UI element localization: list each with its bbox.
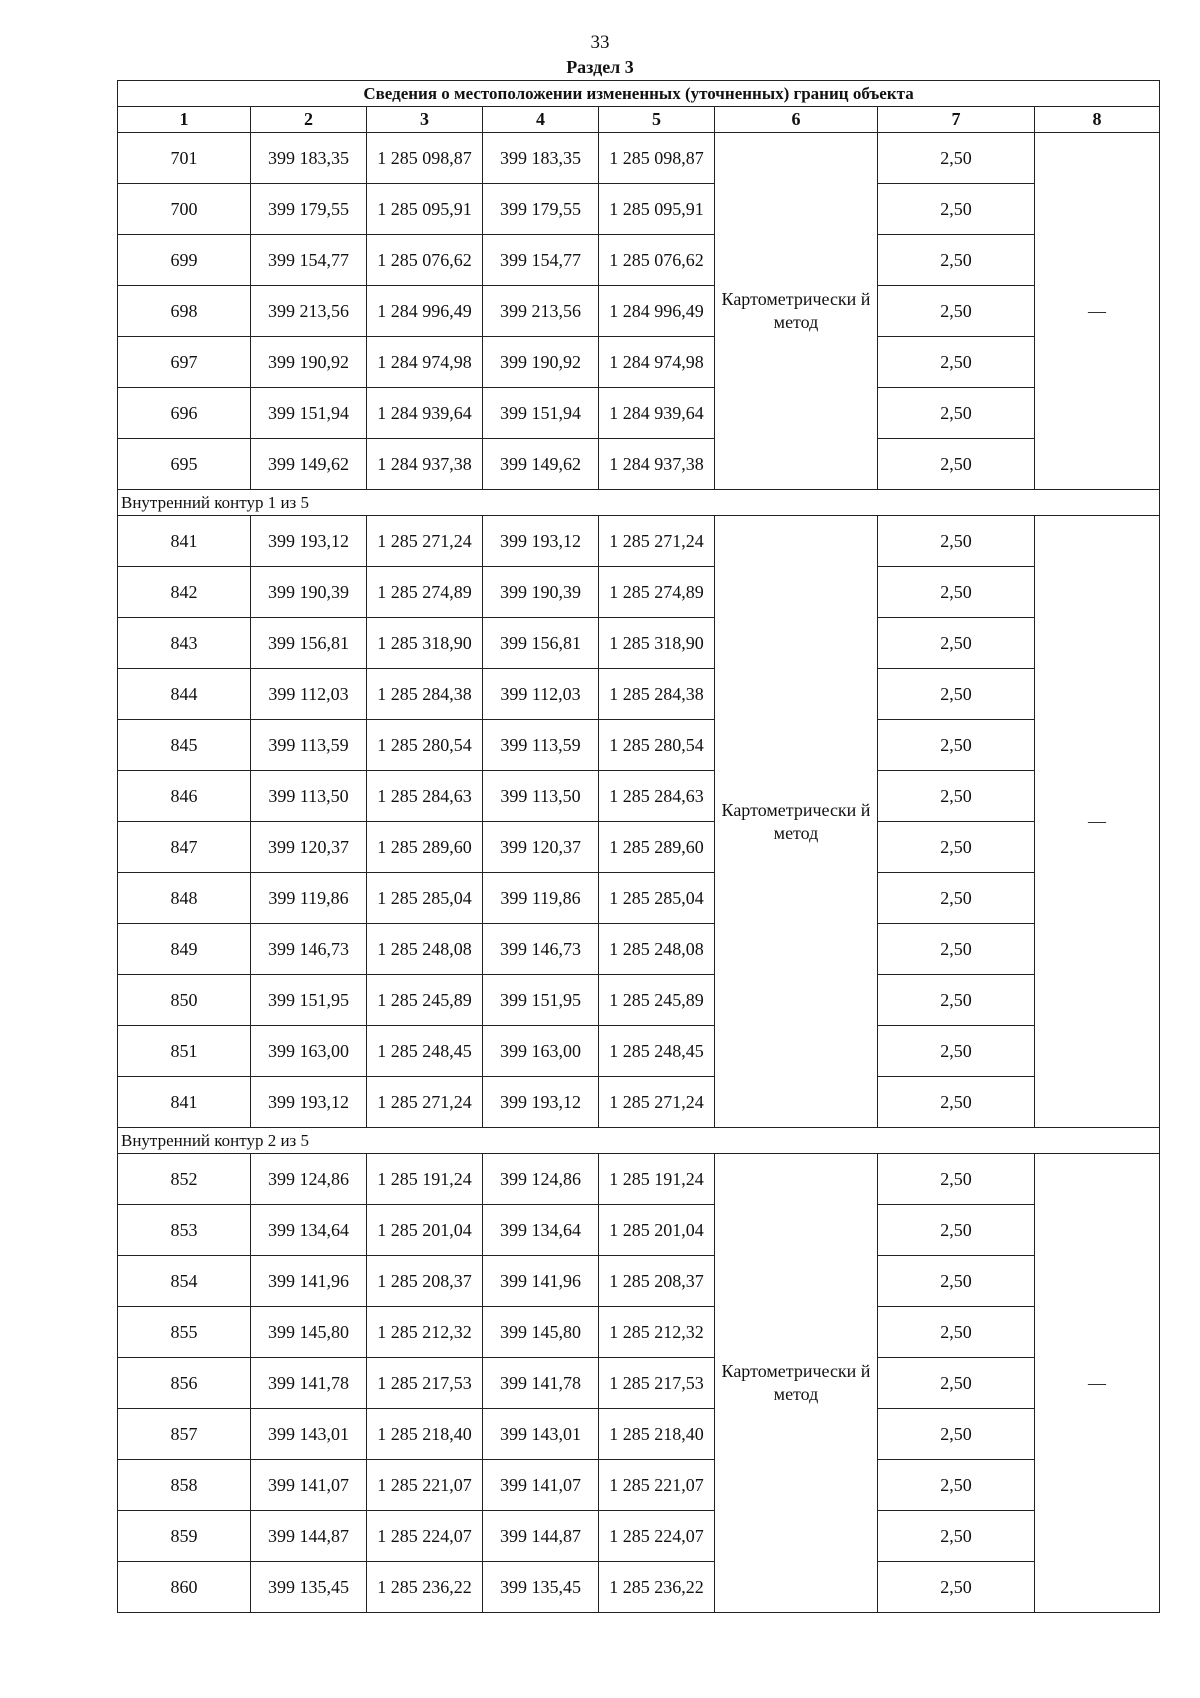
accuracy-cell: 2,50 (878, 439, 1035, 490)
point-number-cell: 850 (118, 975, 251, 1026)
y-existing-cell: 1 285 248,08 (367, 924, 483, 975)
table-row (118, 924, 1160, 975)
accuracy-cell: 2,50 (878, 1205, 1035, 1256)
table-row (118, 1562, 1160, 1613)
accuracy-cell: 2,50 (878, 618, 1035, 669)
accuracy-cell: 2,50 (878, 924, 1035, 975)
x-existing-cell: 399 144,87 (251, 1511, 367, 1562)
point-number-cell: 695 (118, 439, 251, 490)
accuracy-cell: 2,50 (878, 567, 1035, 618)
table-title: Сведения о местоположении измененных (уточненных) границ объекта (118, 81, 1160, 107)
x-existing-cell: 399 141,07 (251, 1460, 367, 1511)
accuracy-cell: 2,50 (878, 1562, 1035, 1613)
accuracy-cell: 2,50 (878, 975, 1035, 1026)
column-header-2: 2 (251, 107, 367, 133)
y-existing-cell: 1 285 318,90 (367, 618, 483, 669)
x-existing-cell: 399 190,39 (251, 567, 367, 618)
table-row (118, 337, 1160, 388)
y-new-cell: 1 284 996,49 (599, 286, 715, 337)
y-existing-cell: 1 285 201,04 (367, 1205, 483, 1256)
x-new-cell: 399 124,86 (483, 1154, 599, 1205)
y-new-cell: 1 285 221,07 (599, 1460, 715, 1511)
x-new-cell: 399 156,81 (483, 618, 599, 669)
x-existing-cell: 399 112,03 (251, 669, 367, 720)
x-existing-cell: 399 113,50 (251, 771, 367, 822)
accuracy-cell: 2,50 (878, 516, 1035, 567)
x-new-cell: 399 193,12 (483, 516, 599, 567)
y-new-cell: 1 285 271,24 (599, 1077, 715, 1128)
x-new-cell: 399 141,07 (483, 1460, 599, 1511)
y-new-cell: 1 285 098,87 (599, 133, 715, 184)
x-new-cell: 399 113,59 (483, 720, 599, 771)
table-row (118, 286, 1160, 337)
y-new-cell: 1 285 095,91 (599, 184, 715, 235)
point-number-cell: 859 (118, 1511, 251, 1562)
table-row (118, 618, 1160, 669)
point-number-cell: 856 (118, 1358, 251, 1409)
y-new-cell: 1 285 217,53 (599, 1358, 715, 1409)
point-number-cell: 846 (118, 771, 251, 822)
y-existing-cell: 1 285 248,45 (367, 1026, 483, 1077)
x-existing-cell: 399 145,80 (251, 1307, 367, 1358)
x-existing-cell: 399 193,12 (251, 1077, 367, 1128)
y-new-cell: 1 285 236,22 (599, 1562, 715, 1613)
y-new-cell: 1 285 248,45 (599, 1026, 715, 1077)
column-header-1: 1 (118, 107, 251, 133)
x-existing-cell: 399 163,00 (251, 1026, 367, 1077)
column-header-7: 7 (878, 107, 1035, 133)
table-row (118, 1077, 1160, 1128)
x-existing-cell: 399 193,12 (251, 516, 367, 567)
y-new-cell: 1 285 245,89 (599, 975, 715, 1026)
y-existing-cell: 1 285 284,63 (367, 771, 483, 822)
point-number-cell: 854 (118, 1256, 251, 1307)
x-existing-cell: 399 179,55 (251, 184, 367, 235)
x-new-cell: 399 193,12 (483, 1077, 599, 1128)
x-existing-cell: 399 151,95 (251, 975, 367, 1026)
contour-label-row (118, 1128, 1160, 1154)
y-new-cell: 1 285 212,32 (599, 1307, 715, 1358)
accuracy-cell: 2,50 (878, 1026, 1035, 1077)
method-cell: Картометрически й метод (715, 516, 878, 1128)
y-new-cell: 1 285 224,07 (599, 1511, 715, 1562)
y-existing-cell: 1 285 285,04 (367, 873, 483, 924)
accuracy-cell: 2,50 (878, 1460, 1035, 1511)
y-existing-cell: 1 285 191,24 (367, 1154, 483, 1205)
table-row (118, 975, 1160, 1026)
accuracy-cell: 2,50 (878, 771, 1035, 822)
x-existing-cell: 399 134,64 (251, 1205, 367, 1256)
table-row (118, 184, 1160, 235)
table-row (118, 1511, 1160, 1562)
table-row (118, 669, 1160, 720)
y-new-cell: 1 284 974,98 (599, 337, 715, 388)
x-new-cell: 399 143,01 (483, 1409, 599, 1460)
x-new-cell: 399 113,50 (483, 771, 599, 822)
accuracy-cell: 2,50 (878, 337, 1035, 388)
accuracy-cell: 2,50 (878, 1358, 1035, 1409)
x-new-cell: 399 151,94 (483, 388, 599, 439)
accuracy-cell: 2,50 (878, 1409, 1035, 1460)
table-row (118, 235, 1160, 286)
table-row (118, 439, 1160, 490)
y-existing-cell: 1 285 217,53 (367, 1358, 483, 1409)
accuracy-cell: 2,50 (878, 184, 1035, 235)
contour-label-row (118, 490, 1160, 516)
x-new-cell: 399 141,78 (483, 1358, 599, 1409)
accuracy-cell: 2,50 (878, 1154, 1035, 1205)
point-number-cell: 699 (118, 235, 251, 286)
table-row (118, 822, 1160, 873)
y-existing-cell: 1 285 224,07 (367, 1511, 483, 1562)
column-header-6: 6 (715, 107, 878, 133)
y-existing-cell: 1 285 218,40 (367, 1409, 483, 1460)
accuracy-cell: 2,50 (878, 669, 1035, 720)
y-existing-cell: 1 285 271,24 (367, 516, 483, 567)
table-row (118, 567, 1160, 618)
note-cell: — (1035, 133, 1160, 490)
point-number-cell: 844 (118, 669, 251, 720)
column-header-row (118, 107, 1160, 133)
x-new-cell: 399 144,87 (483, 1511, 599, 1562)
y-new-cell: 1 285 208,37 (599, 1256, 715, 1307)
y-existing-cell: 1 285 208,37 (367, 1256, 483, 1307)
x-existing-cell: 399 149,62 (251, 439, 367, 490)
x-existing-cell: 399 141,96 (251, 1256, 367, 1307)
x-existing-cell: 399 156,81 (251, 618, 367, 669)
table-row (118, 771, 1160, 822)
table-row (118, 516, 1160, 567)
y-existing-cell: 1 285 245,89 (367, 975, 483, 1026)
y-existing-cell: 1 285 271,24 (367, 1077, 483, 1128)
y-new-cell: 1 285 318,90 (599, 618, 715, 669)
x-new-cell: 399 146,73 (483, 924, 599, 975)
y-new-cell: 1 285 284,63 (599, 771, 715, 822)
x-new-cell: 399 135,45 (483, 1562, 599, 1613)
table-row (118, 1307, 1160, 1358)
y-existing-cell: 1 285 095,91 (367, 184, 483, 235)
point-number-cell: 857 (118, 1409, 251, 1460)
x-new-cell: 399 141,96 (483, 1256, 599, 1307)
table-row (118, 1205, 1160, 1256)
y-existing-cell: 1 284 937,38 (367, 439, 483, 490)
y-existing-cell: 1 284 939,64 (367, 388, 483, 439)
point-number-cell: 843 (118, 618, 251, 669)
point-number-cell: 698 (118, 286, 251, 337)
x-new-cell: 399 145,80 (483, 1307, 599, 1358)
accuracy-cell: 2,50 (878, 720, 1035, 771)
y-new-cell: 1 285 289,60 (599, 822, 715, 873)
y-existing-cell: 1 285 236,22 (367, 1562, 483, 1613)
point-number-cell: 841 (118, 516, 251, 567)
contour-label: Внутренний контур 1 из 5 (118, 490, 1160, 516)
y-existing-cell: 1 285 076,62 (367, 235, 483, 286)
section-title: Раздел 3 (566, 57, 634, 77)
column-header-5: 5 (599, 107, 715, 133)
y-new-cell: 1 285 274,89 (599, 567, 715, 618)
x-existing-cell: 399 119,86 (251, 873, 367, 924)
table-row (118, 873, 1160, 924)
column-header-4: 4 (483, 107, 599, 133)
y-new-cell: 1 285 218,40 (599, 1409, 715, 1460)
x-new-cell: 399 190,39 (483, 567, 599, 618)
accuracy-cell: 2,50 (878, 1077, 1035, 1128)
x-existing-cell: 399 146,73 (251, 924, 367, 975)
table-row (118, 1358, 1160, 1409)
point-number-cell: 849 (118, 924, 251, 975)
y-existing-cell: 1 285 221,07 (367, 1460, 483, 1511)
accuracy-cell: 2,50 (878, 1307, 1035, 1358)
point-number-cell: 852 (118, 1154, 251, 1205)
y-new-cell: 1 284 939,64 (599, 388, 715, 439)
x-existing-cell: 399 124,86 (251, 1154, 367, 1205)
point-number-cell: 860 (118, 1562, 251, 1613)
y-new-cell: 1 285 248,08 (599, 924, 715, 975)
y-new-cell: 1 285 076,62 (599, 235, 715, 286)
accuracy-cell: 2,50 (878, 286, 1035, 337)
table-title-row (118, 81, 1160, 107)
accuracy-cell: 2,50 (878, 873, 1035, 924)
x-existing-cell: 399 151,94 (251, 388, 367, 439)
table-row (118, 1154, 1160, 1205)
x-new-cell: 399 120,37 (483, 822, 599, 873)
point-number-cell: 848 (118, 873, 251, 924)
x-new-cell: 399 190,92 (483, 337, 599, 388)
y-new-cell: 1 285 201,04 (599, 1205, 715, 1256)
x-existing-cell: 399 143,01 (251, 1409, 367, 1460)
x-existing-cell: 399 113,59 (251, 720, 367, 771)
x-new-cell: 399 112,03 (483, 669, 599, 720)
note-cell: — (1035, 516, 1160, 1128)
y-new-cell: 1 285 284,38 (599, 669, 715, 720)
x-existing-cell: 399 213,56 (251, 286, 367, 337)
x-existing-cell: 399 120,37 (251, 822, 367, 873)
point-number-cell: 696 (118, 388, 251, 439)
accuracy-cell: 2,50 (878, 1511, 1035, 1562)
method-cell: Картометрически й метод (715, 1154, 878, 1613)
x-existing-cell: 399 190,92 (251, 337, 367, 388)
point-number-cell: 851 (118, 1026, 251, 1077)
table-row (118, 1256, 1160, 1307)
point-number-cell: 853 (118, 1205, 251, 1256)
accuracy-cell: 2,50 (878, 1256, 1035, 1307)
page-number: 33 (590, 32, 610, 53)
point-number-cell: 847 (118, 822, 251, 873)
point-number-cell: 842 (118, 567, 251, 618)
y-existing-cell: 1 285 274,89 (367, 567, 483, 618)
table-row (118, 1460, 1160, 1511)
x-existing-cell: 399 154,77 (251, 235, 367, 286)
contour-label: Внутренний контур 2 из 5 (118, 1128, 1160, 1154)
y-existing-cell: 1 285 289,60 (367, 822, 483, 873)
accuracy-cell: 2,50 (878, 235, 1035, 286)
x-new-cell: 399 151,95 (483, 975, 599, 1026)
point-number-cell: 855 (118, 1307, 251, 1358)
x-existing-cell: 399 141,78 (251, 1358, 367, 1409)
x-new-cell: 399 163,00 (483, 1026, 599, 1077)
table-body (118, 81, 1160, 1613)
x-new-cell: 399 213,56 (483, 286, 599, 337)
y-new-cell: 1 285 191,24 (599, 1154, 715, 1205)
x-existing-cell: 399 183,35 (251, 133, 367, 184)
x-new-cell: 399 179,55 (483, 184, 599, 235)
table-row (118, 1026, 1160, 1077)
y-existing-cell: 1 285 284,38 (367, 669, 483, 720)
point-number-cell: 700 (118, 184, 251, 235)
point-number-cell: 697 (118, 337, 251, 388)
x-new-cell: 399 183,35 (483, 133, 599, 184)
x-existing-cell: 399 135,45 (251, 1562, 367, 1613)
table-row (118, 1409, 1160, 1460)
note-cell: — (1035, 1154, 1160, 1613)
boundary-table (117, 80, 1160, 1613)
x-new-cell: 399 134,64 (483, 1205, 599, 1256)
table-row (118, 133, 1160, 184)
method-cell: Картометрически й метод (715, 133, 878, 490)
y-new-cell: 1 285 280,54 (599, 720, 715, 771)
x-new-cell: 399 154,77 (483, 235, 599, 286)
column-header-3: 3 (367, 107, 483, 133)
x-new-cell: 399 119,86 (483, 873, 599, 924)
y-new-cell: 1 284 937,38 (599, 439, 715, 490)
y-existing-cell: 1 284 974,98 (367, 337, 483, 388)
accuracy-cell: 2,50 (878, 822, 1035, 873)
point-number-cell: 845 (118, 720, 251, 771)
accuracy-cell: 2,50 (878, 133, 1035, 184)
table-row (118, 388, 1160, 439)
y-existing-cell: 1 284 996,49 (367, 286, 483, 337)
point-number-cell: 701 (118, 133, 251, 184)
point-number-cell: 858 (118, 1460, 251, 1511)
y-new-cell: 1 285 285,04 (599, 873, 715, 924)
y-existing-cell: 1 285 212,32 (367, 1307, 483, 1358)
table-row (118, 720, 1160, 771)
y-existing-cell: 1 285 098,87 (367, 133, 483, 184)
x-new-cell: 399 149,62 (483, 439, 599, 490)
y-existing-cell: 1 285 280,54 (367, 720, 483, 771)
accuracy-cell: 2,50 (878, 388, 1035, 439)
column-header-8: 8 (1035, 107, 1160, 133)
point-number-cell: 841 (118, 1077, 251, 1128)
y-new-cell: 1 285 271,24 (599, 516, 715, 567)
